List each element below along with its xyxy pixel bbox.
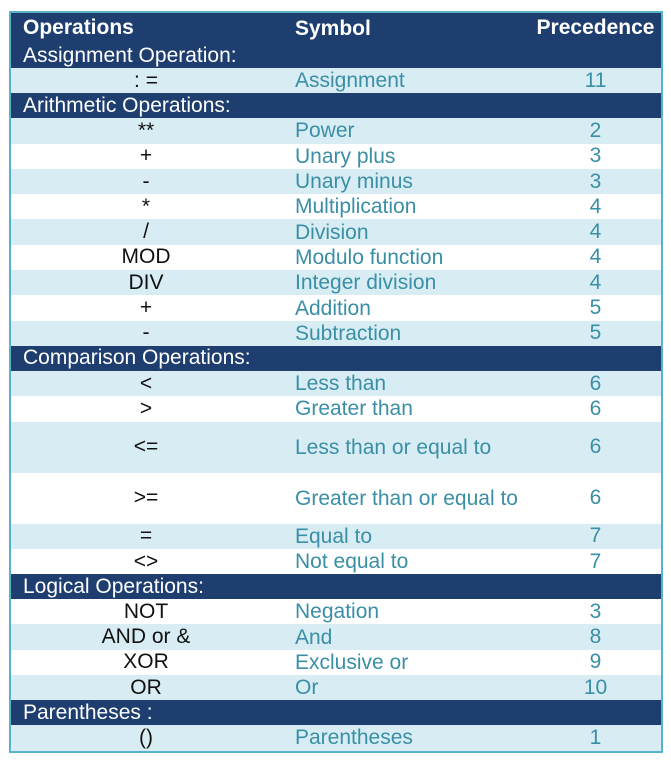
- operator-cell: -: [142, 321, 150, 345]
- section-title: Parentheses :: [11, 700, 661, 725]
- table-row: [11, 624, 661, 649]
- table-row: [11, 219, 661, 244]
- precedence-cell: 5: [589, 296, 602, 320]
- symbol-name-cell: Power: [295, 119, 355, 143]
- table-header: [11, 13, 661, 43]
- precedence-cell: 9: [589, 650, 602, 674]
- symbol-name-cell: Unary plus: [295, 144, 396, 168]
- precedence-cell: 7: [589, 549, 602, 573]
- symbol-name-cell: Unary minus: [295, 170, 413, 194]
- operator-cell: =: [139, 524, 153, 548]
- section-title: Arithmetic Operations:: [11, 93, 661, 118]
- precedence-cell: 4: [589, 245, 602, 269]
- table-row: [11, 725, 661, 750]
- operator-cell: >: [139, 396, 153, 420]
- table-row: [11, 194, 661, 219]
- header-operations: Operations: [23, 16, 134, 39]
- table-row: [11, 321, 661, 346]
- operator-cell: +: [139, 296, 153, 320]
- table-row: [11, 650, 661, 675]
- operator-cell: MOD: [121, 245, 171, 269]
- symbol-name-cell: Integer division: [295, 271, 437, 295]
- table-row: [11, 473, 661, 524]
- operator-cell: /: [143, 220, 149, 244]
- table-row: [11, 524, 661, 549]
- precedence-cell: 6: [589, 486, 602, 510]
- symbol-name-cell: Parentheses: [295, 726, 413, 750]
- table-row: [11, 549, 661, 574]
- symbol-name-cell: Negation: [295, 600, 380, 624]
- precedence-cell: 6: [589, 396, 602, 420]
- symbol-name-cell: Exclusive or: [295, 650, 409, 674]
- operator-cell: <: [139, 371, 153, 395]
- table-row: [11, 270, 661, 295]
- table-row: [11, 371, 661, 396]
- operator-cell: : =: [134, 68, 158, 92]
- table-row: [11, 599, 661, 624]
- symbol-name-cell: And: [295, 625, 333, 649]
- operator-cell: (): [139, 725, 153, 749]
- precedence-cell: 2: [589, 118, 602, 142]
- table-row: [11, 245, 661, 270]
- precedence-cell: 3: [589, 144, 602, 168]
- symbol-name-cell: Subtraction: [295, 321, 402, 345]
- symbol-name-cell: Modulo function: [295, 245, 444, 269]
- symbol-name-cell: Greater than or equal to: [295, 486, 518, 510]
- precedence-cell: 3: [589, 169, 602, 193]
- symbol-name-cell: Or: [295, 676, 319, 700]
- table-row: [11, 422, 661, 473]
- precedence-cell: 1: [589, 725, 602, 749]
- precedence-cell: 4: [589, 220, 602, 244]
- operator-cell: **: [137, 118, 155, 142]
- symbol-name-cell: Greater than: [295, 397, 413, 421]
- precedence-cell: 5: [589, 321, 602, 345]
- table-row: [11, 144, 661, 169]
- table-row: [11, 396, 661, 421]
- symbol-name-cell: Less than or equal to: [295, 435, 492, 459]
- symbol-name-cell: Division: [295, 220, 369, 244]
- operator-cell: OR: [130, 675, 162, 699]
- operator-cell: *: [141, 194, 151, 218]
- operator-cell: NOT: [123, 599, 169, 623]
- precedence-cell: 4: [589, 194, 602, 218]
- operator-cell: DIV: [128, 270, 164, 294]
- operator-cell: <>: [133, 549, 159, 573]
- section-title: Comparison Operations:: [11, 346, 661, 371]
- symbol-name-cell: Not equal to: [295, 550, 409, 573]
- precedence-cell: 6: [589, 435, 602, 459]
- table-row: [11, 169, 661, 194]
- precedence-cell: 11: [584, 68, 607, 92]
- header-precedence: Precedence: [536, 16, 655, 39]
- operator-cell: +: [139, 144, 153, 168]
- operator-cell: AND or &: [101, 625, 191, 649]
- precedence-cell: 3: [589, 599, 602, 623]
- table-row: [11, 295, 661, 320]
- operator-cell: <=: [133, 435, 159, 459]
- operator-cell: -: [142, 169, 150, 193]
- precedence-cell: 7: [589, 524, 602, 548]
- operator-precedence-table: [9, 11, 663, 753]
- symbol-name-cell: Addition: [295, 296, 371, 320]
- precedence-cell: 4: [589, 270, 602, 294]
- symbol-name-cell: Less than: [295, 372, 387, 396]
- symbol-name-cell: Equal to: [295, 524, 373, 548]
- table-row: [11, 118, 661, 143]
- precedence-cell: 8: [589, 625, 602, 649]
- precedence-cell: 10: [583, 675, 608, 699]
- operator-cell: >=: [133, 486, 159, 510]
- precedence-cell: 6: [589, 371, 602, 395]
- table-row: [11, 68, 661, 93]
- header-symbol: Symbol: [295, 16, 371, 40]
- section-title: Logical Operations:: [11, 574, 661, 599]
- operator-cell: XOR: [123, 650, 169, 674]
- table-row: [11, 675, 661, 700]
- section-title: Assignment Operation:: [11, 43, 661, 68]
- symbol-name-cell: Multiplication: [295, 195, 417, 219]
- symbol-name-cell: Assignment: [295, 69, 405, 93]
